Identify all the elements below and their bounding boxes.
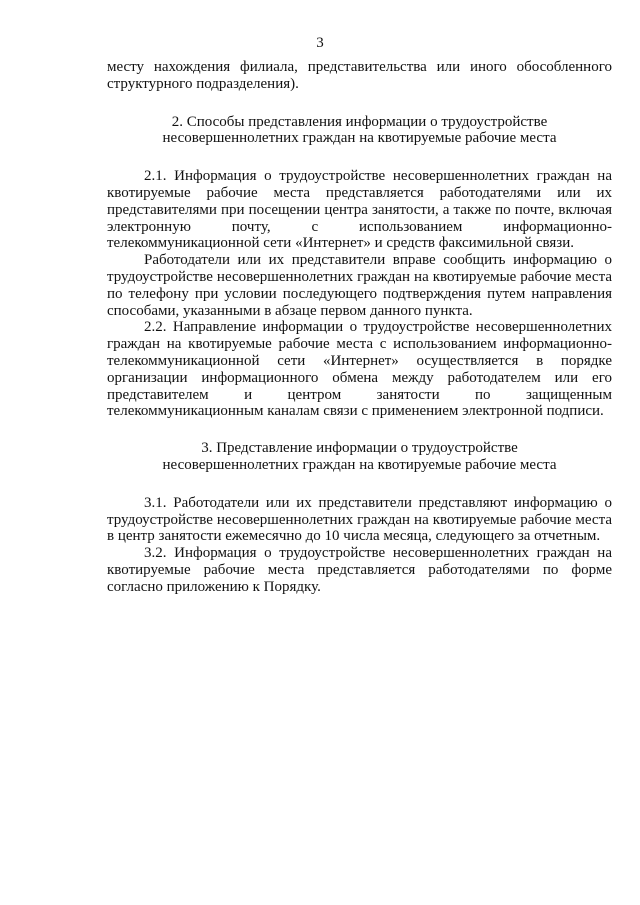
paragraph-2-1-second: Работодатели или их представители вправе сообщить информацию о трудоустройстве несовершеннолетних граждан на квотируемые рабочие места по телефону при условии последующего подтверждения путем направления способами, указанными в абзаце первом данного пункта. <box>107 252 612 319</box>
spacer <box>107 420 612 440</box>
section-3-heading-line-2: несовершеннолетних граждан на квотируемые рабочие места <box>162 456 557 473</box>
section-2-heading <box>107 114 612 148</box>
section-2-heading-line-2: несовершеннолетних граждан на квотируемые рабочие места <box>162 130 557 147</box>
section-3-heading <box>107 440 612 474</box>
page-number: 3 <box>316 35 324 51</box>
spacer <box>107 93 612 114</box>
paragraph-2-1: 2.1. Информация о трудоустройстве несовершеннолетних граждан на квотируемые рабочие места представляется работодателями или их представителями при посещении центра занятости, а также по почте, включая электронную почту, с использованием информационно-телекоммуникационной сети «Интернет» и средств факсимильной связи. <box>107 168 612 252</box>
paragraph-2-2: 2.2. Направление информации о трудоустройстве несовершеннолетних граждан на квотируемые рабочие места с использованием информационно-телекоммуникационной сети «Интернет» осуществляется в порядке организации информационного обмена между работодателем или его представителем и центром занятости по защищенным телекоммуникационным каналам связи с применением электронной подписи. <box>107 319 612 420</box>
paragraph-3-1: 3.1. Работодатели или их представители представляют информацию о трудоустройстве несовершеннолетних граждан на квотируемые рабочие места в центр занятости ежемесячно до 10 числа месяца, следующего за отчетным. <box>107 494 612 545</box>
document-body <box>107 59 612 596</box>
paragraph-3-2: 3.2. Информация о трудоустройстве несовершеннолетних граждан на квотируемые рабочие места представляется работодателями по форме согласно приложению к Порядку. <box>107 545 612 595</box>
spacer <box>107 147 612 168</box>
spacer <box>107 474 612 495</box>
section-2-heading-line-1: 2. Способы представления информации о трудоустройстве <box>171 113 548 130</box>
intro-continuation-paragraph: месту нахождения филиала, представительства или иного обособленного структурного подразделения). <box>107 59 612 92</box>
section-3-heading-line-1: 3. Представление информации о трудоустройстве <box>201 440 518 457</box>
